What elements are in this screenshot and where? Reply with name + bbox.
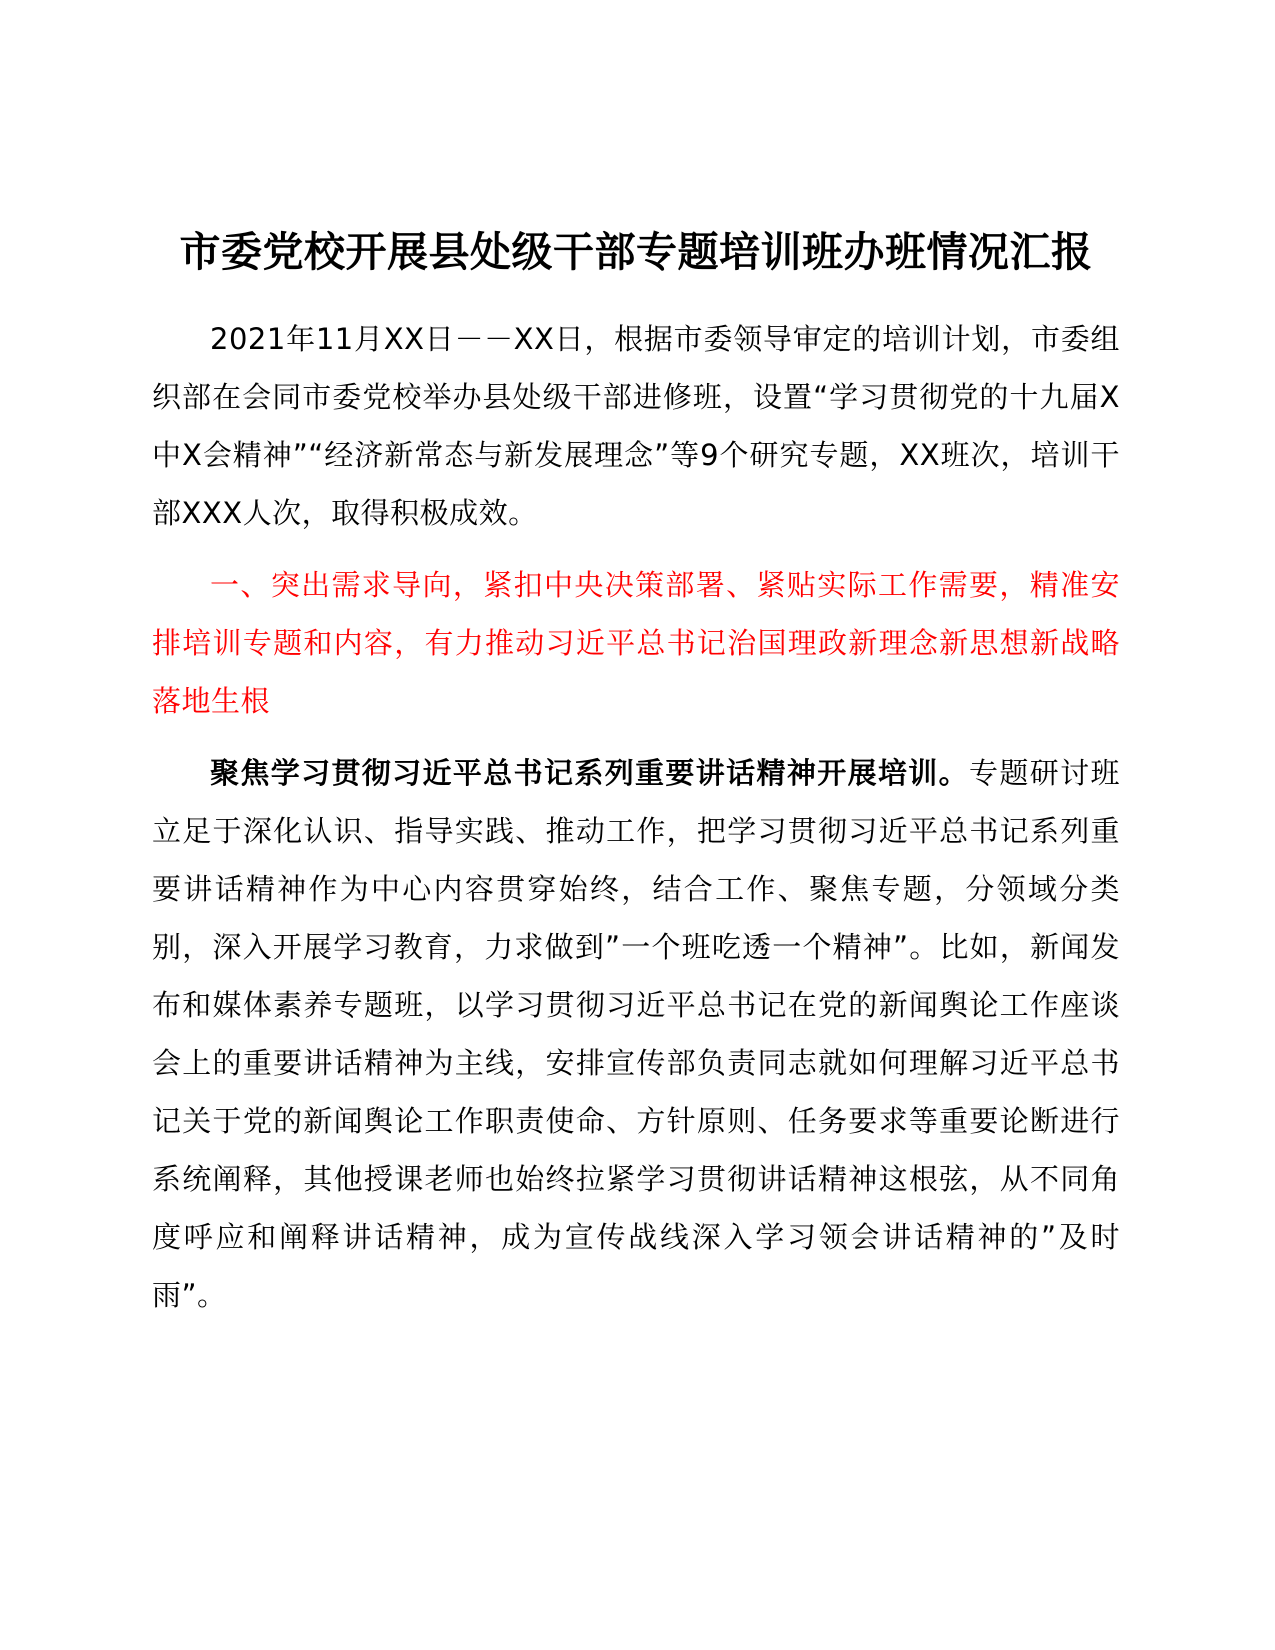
intro-paragraph: 2021年11月XX日－－XX日，根据市委领导审定的培训计划，市委组织部在会同市委党校举办县处级干部进修班，设置“学习贯彻党的十九届X中X会精神”“经济新常态与新发展理念”等9个研究专题，XX班次，培训干部XXX人次，取得积极成效。 bbox=[152, 322, 1120, 530]
document-title: 市委党校开展县处级干部专题培训班办班情况汇报 bbox=[179, 228, 1093, 276]
body-lead-sentence: 聚焦学习贯彻习近平总书记系列重要讲话精神开展培训。 bbox=[210, 756, 970, 790]
body-paragraph bbox=[152, 744, 1120, 1324]
document-page bbox=[152, 222, 1120, 1324]
body-text: 专题研讨班立足于深化认识、指导实践、推动工作，把学习贯彻习近平总书记系列重要讲话精神作为中心内容贯穿始终，结合工作、聚焦专题，分领域分类别，深入开展学习教育，力求做到”一个班吃透一个精神”。比如，新闻发布和媒体素养专题班，以学习贯彻习近平总书记在党的新闻舆论工作座谈会上的重要讲话精神为主线，安排宣传部负责同志就如何理解习近平总书记关于党的新闻舆论工作职责使命、方针原则、任务要求等重要论断进行系统阐释，其他授课老师也始终拉紧学习贯彻讲话精神这根弦，从不同角度呼应和阐释讲话精神，成为宣传战线深入学习领会讲话精神的”及时雨”。 bbox=[152, 756, 1120, 1312]
section-heading: 一、突出需求导向，紧扣中央决策部署、紧贴实际工作需要，精准安排培训专题和内容，有力推动习近平总书记治国理政新理念新思想新战略落地生根 bbox=[152, 568, 1120, 718]
